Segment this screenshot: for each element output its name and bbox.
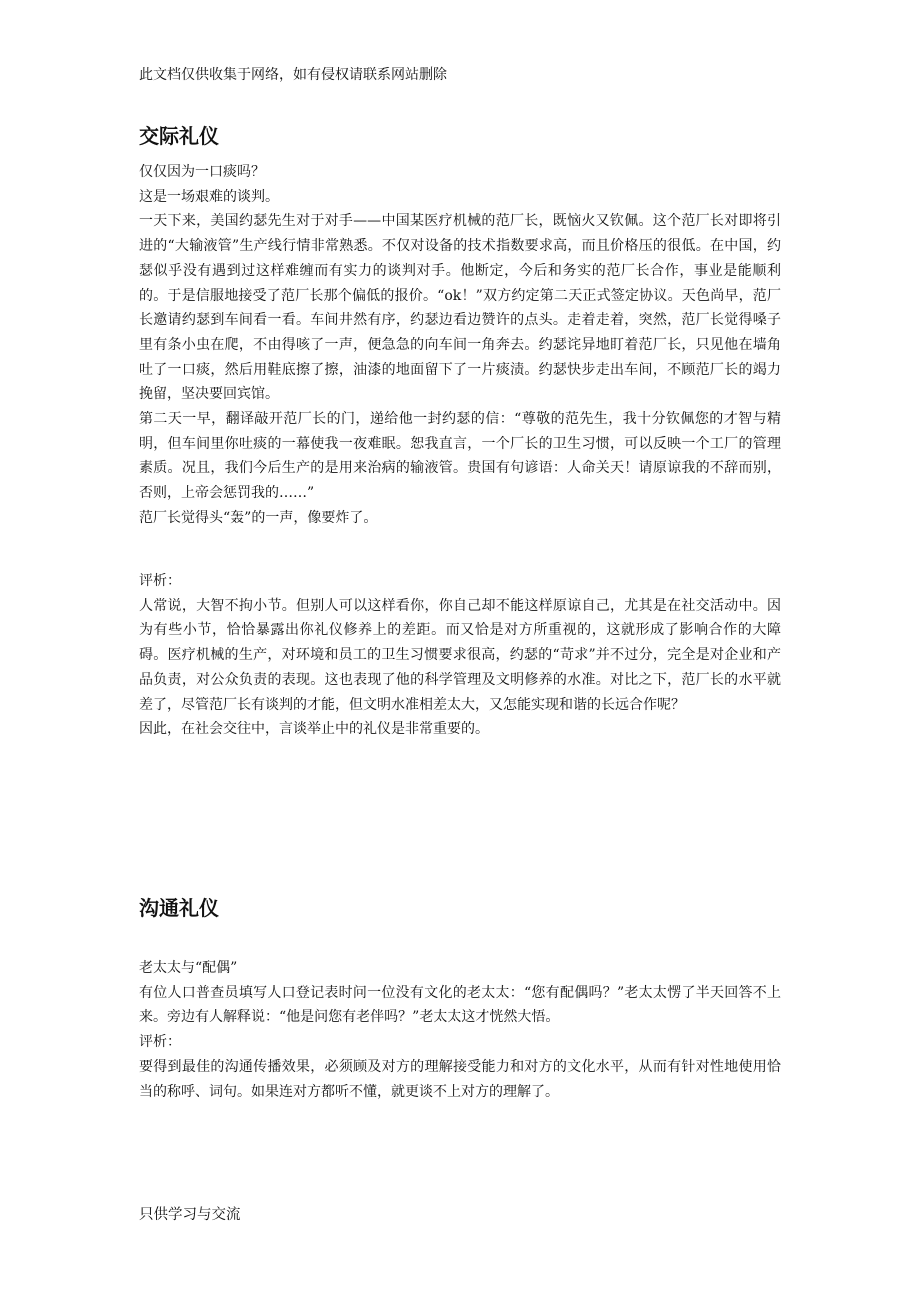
- section-title-social-etiquette: 交际礼仪: [139, 124, 219, 148]
- story-paragraph: 有位人口普查员填写人口登记表时问一位没有文化的老太太：“您有配偶吗？”老太太愣了半天回答不上来。旁边有人解释说：“他是问您有老伴吗？”老太太这才恍然大悟。: [139, 984, 781, 1026]
- story-ending: 范厂长觉得头“轰”的一声，像要炸了。: [139, 509, 378, 526]
- review-label: 评析：: [139, 573, 181, 589]
- review-paragraph: 要得到最佳的沟通传播效果，必须顾及对方的理解接受能力和对方的文化水平，从而有针对性地使用恰当的称呼、词句。如果连对方都听不懂，就更谈不上对方的理解了。: [139, 1058, 781, 1100]
- review-conclusion: 因此，在社会交往中，言谈举止中的礼仪是非常重要的。: [139, 721, 489, 738]
- review-paragraph: 人常说，大智不拘小节。但别人可以这样看你，你自己却不能这样原谅自己，尤其是在社交活动中。因为有些小节，恰恰暴露出你礼仪修养上的差距。而又恰是对方所重视的，这就形成了影响合作的大障碍。医疗机械的生产，对环境和员工的卫生习惯要求很高，约瑟的“苛求”并不过分，完全是对企业和产品负责，对公众负责的表现。这也表现了他的科学管理及文明修养的水准。对比之下，范厂长的水平就差了，尽管范厂长有谈判的才能，但文明水准相差太大，又怎能实现和谐的长远合作呢？: [139, 597, 781, 713]
- section-title-communication-etiquette: 沟通礼仪: [139, 896, 219, 920]
- header-note: 此文档仅供收集于网络，如有侵权请联系网站删除: [139, 67, 447, 83]
- footer-note: 只供学习与交流: [139, 1207, 241, 1223]
- story-intro: 这是一场艰难的谈判。: [139, 188, 279, 205]
- story-paragraph: 一天下来，美国约瑟先生对于对手——中国某医疗机械的范厂长，既恼火又钦佩。这个范厂长对即将引进的“大输液管”生产线行情非常熟悉。不仅对设备的技术指数要求高，而且价格压的很低。在中国，约瑟似乎没有遇到过这样难缠而有实力的谈判对手。他断定，今后和务实的范厂长合作，事业是能顺利的。于是信服地接受了范厂长那个偏低的报价。“ok！”双方约定第二天正式签定协议。天色尚早，范厂长邀请约瑟到车间看一看。车间井然有序，约瑟边看边赞许的点头。走着走着，突然，范厂长觉得嗓子里有条小虫在爬，不由得咳了一声，便急急的向车间一角奔去。约瑟诧异地盯着范厂长，只见他在墙角吐了一口痰，然后用鞋底擦了擦，油漆的地面留下了一片痰渍。约瑟快步走出车间，不顾范厂长的竭力挽留，坚决要回宾馆。: [139, 213, 781, 403]
- section-body-social-etiquette: [139, 160, 781, 531]
- review-label: 评析：: [139, 1034, 181, 1051]
- section-review-social-etiquette: [139, 569, 781, 742]
- story-title: 老太太与“配偶”: [139, 960, 238, 976]
- story-letter: 第二天一早，翻译敲开范厂长的门，递给他一封约瑟的信：“尊敬的范先生，我十分钦佩您的才智与精明，但车间里你吐痰的一幕使我一夜难眠。恕我直言，一个厂长的卫生习惯，可以反映一个工厂的管理素质。况且，我们今后生产的是用来治病的输液管。贵国有句谚语：人命关天！请原谅我的不辞而别，否则，上帝会惩罚我的……”: [139, 411, 781, 502]
- story-question: 仅仅因为一口痰吗？: [139, 164, 265, 180]
- section-body-communication-etiquette: [139, 956, 781, 1104]
